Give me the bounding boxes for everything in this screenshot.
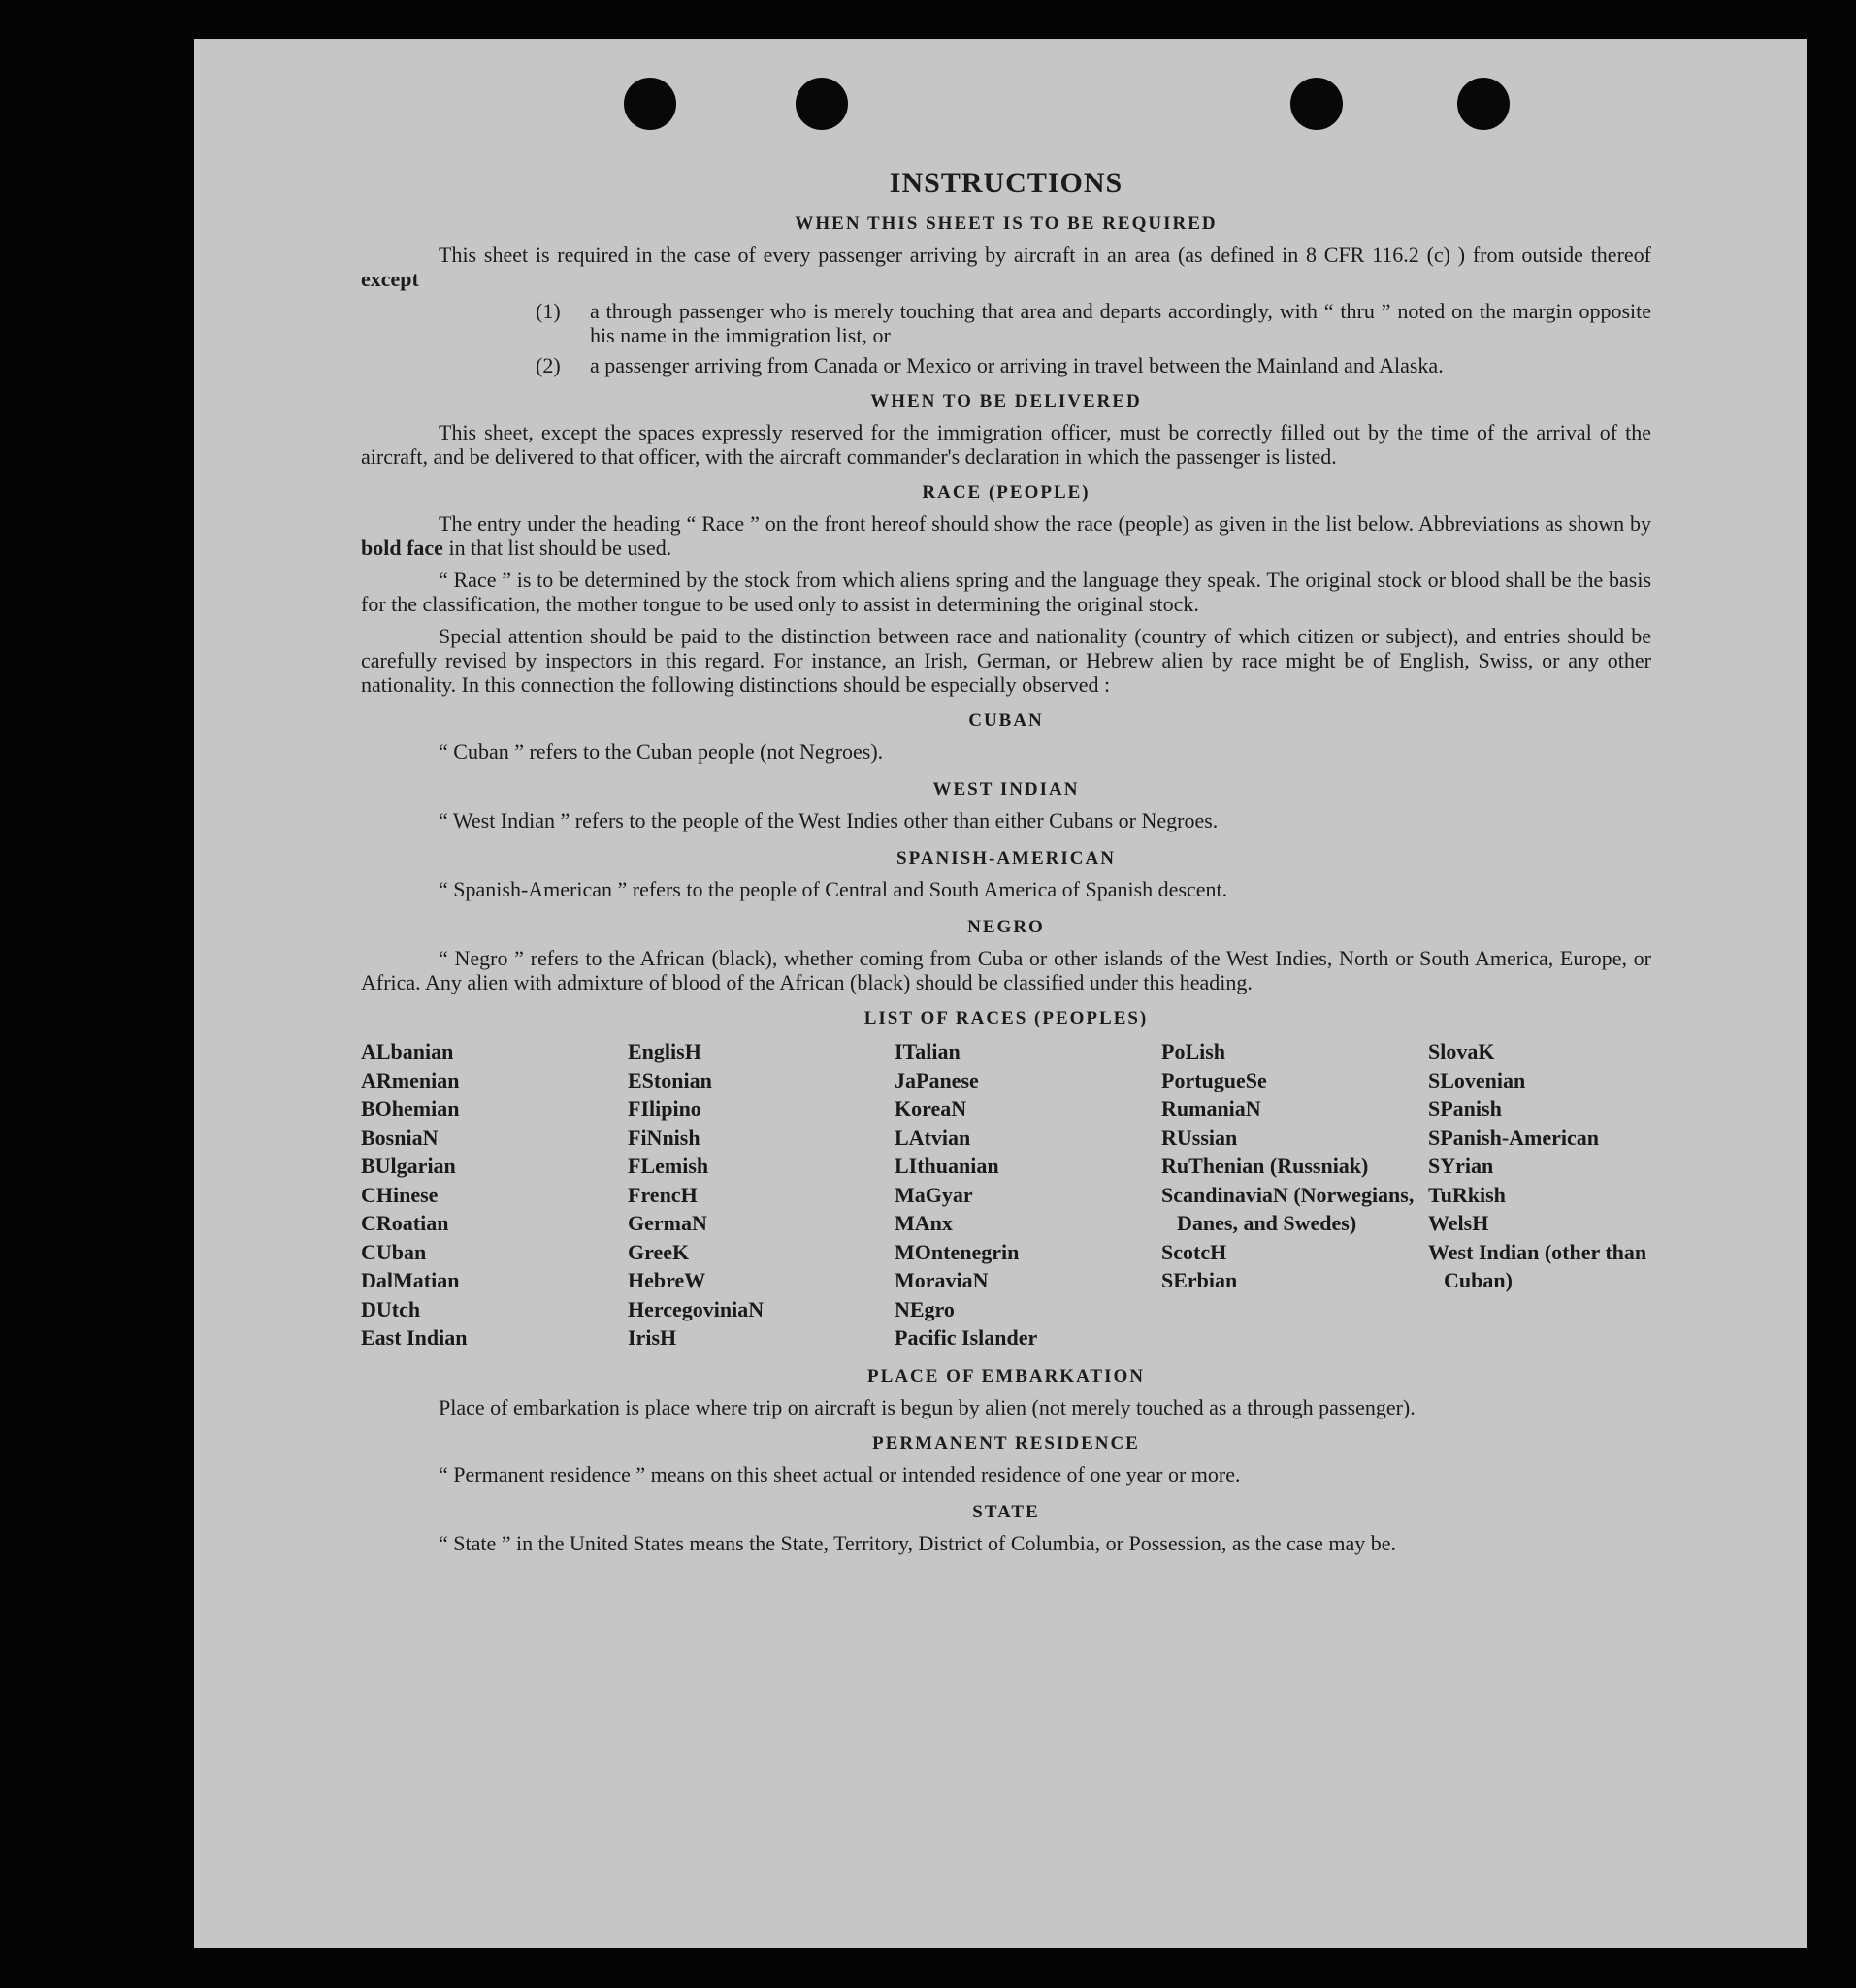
race-entry: ScotcH xyxy=(1161,1239,1227,1264)
race-entry: RUssian xyxy=(1161,1124,1238,1150)
race-entry: DalMatian xyxy=(361,1268,460,1292)
race-entry: BUlgarian xyxy=(361,1154,456,1178)
race-entry: ALbanian xyxy=(361,1039,454,1063)
race-entry: PoLish xyxy=(1161,1039,1226,1063)
race-entry: JaPanese xyxy=(895,1067,979,1092)
race-entry: SErbian xyxy=(1161,1268,1238,1292)
race-entry: KoreaN xyxy=(895,1096,967,1121)
race-entry: FiNnish xyxy=(628,1124,700,1150)
section-heading-embarkation: PLACE OF EMBARKATION xyxy=(867,1365,1145,1386)
race-column xyxy=(895,1037,1161,1352)
race-entry: ScandinaviaN (Norwegians, Danes, and Swedes) xyxy=(1161,1182,1415,1235)
race-entry: MOntenegrin xyxy=(895,1239,1020,1264)
race-entry: SlovaK xyxy=(1428,1039,1495,1063)
document-sheet xyxy=(194,39,1807,1948)
race-entry: RuThenian (Russniak) xyxy=(1161,1154,1369,1178)
section-heading-residence: PERMANENT RESIDENCE xyxy=(872,1432,1140,1453)
race-entry: GermaN xyxy=(628,1211,707,1235)
race-column xyxy=(361,1037,628,1352)
embarkation-text: Place of embarkation is place where trip on aircraft is begun by alien (not merely touched as a through passenger). xyxy=(439,1394,1416,1419)
race-column xyxy=(1428,1037,1651,1352)
race-entry: BosniaN xyxy=(361,1124,439,1150)
race-paragraph-1: The entry under the heading “ Race ” on the front hereof should show the race (people) as given in the list below. Abbreviations as shown by bold face in that list should be used. xyxy=(361,511,1651,560)
race-paragraph-2: “ Race ” is to be determined by the stock from which aliens spring and the language they speak. The original stock or blood shall be the basis for the classification, the mother tongue to be used only to assist in determining the original stock. xyxy=(361,568,1651,616)
section-heading-list-of-races: LIST OF RACES (PEOPLES) xyxy=(863,1008,1149,1028)
section-heading-delivered: WHEN TO BE DELIVERED xyxy=(870,391,1142,411)
required-intro: This sheet is required in the case of every passenger arriving by aircraft in an area (as defined in 8 CFR 116.2 (c) ) from outside thereof except xyxy=(361,243,1651,291)
race-entry: FrencH xyxy=(628,1182,698,1207)
race-entry: SPanish xyxy=(1428,1096,1502,1121)
race-entry: CRoatian xyxy=(361,1211,449,1235)
punch-hole xyxy=(1457,78,1510,130)
race-entry: SLovenian xyxy=(1428,1067,1526,1092)
race-entry: FIlipino xyxy=(628,1096,701,1121)
punch-hole xyxy=(624,78,676,130)
section-heading-state: STATE xyxy=(972,1501,1040,1522)
race-entry: LAtvian xyxy=(895,1124,971,1150)
race-entry: CUban xyxy=(361,1239,427,1264)
race-entry: DUtch xyxy=(361,1296,421,1321)
section-heading-race: RACE (PEOPLE) xyxy=(922,482,1091,503)
race-entry: HercegoviniaN xyxy=(628,1296,765,1321)
race-entry: IrisH xyxy=(628,1325,677,1350)
state-text: “ State ” in the United States means the State, Territory, District of Columbia, or Possession, as the case may be. xyxy=(439,1530,1397,1555)
race-entry: SPanish-American xyxy=(1428,1124,1599,1150)
race-list xyxy=(361,1037,1651,1352)
race-column xyxy=(628,1037,895,1352)
race-entry: West Indian (other than Cuban) xyxy=(1428,1239,1647,1292)
race-entry: Pacific Islander xyxy=(895,1325,1038,1350)
punch-hole xyxy=(796,78,848,130)
delivered-text: This sheet, except the spaces expressly reserved for the immigration officer, must be correctly filled out by the time of the arrival of the aircraft, and be delivered to that officer, with the aircraft commander's declaration in which the passenger is listed. xyxy=(361,420,1651,469)
race-paragraph-3: Special attention should be paid to the distinction between race and nationality (country of which citizen or subject), and entries should be carefully revised by inspectors in this regard. For instance, an Irish, German, or Hebrew alien by race might be of English, Swiss, or any other nationality. In this connection the following distinctions should be especially observed : xyxy=(361,624,1651,697)
race-entry: MAnx xyxy=(895,1211,953,1235)
section-heading-cuban: CUBAN xyxy=(968,710,1044,731)
punch-hole xyxy=(1290,78,1343,130)
race-entry: RumaniaN xyxy=(1161,1096,1261,1121)
race-entry: FLemish xyxy=(628,1154,709,1178)
cuban-text: “ Cuban ” refers to the Cuban people (not Negroes). xyxy=(439,739,884,764)
race-entry: MaGyar xyxy=(895,1182,973,1207)
race-entry: TuRkish xyxy=(1428,1182,1506,1207)
west-indian-text: “ West Indian ” refers to the people of the West Indies other than either Cubans or Negroes. xyxy=(439,808,1219,832)
race-column xyxy=(1161,1037,1428,1352)
race-entry: East Indian xyxy=(361,1325,468,1350)
list-item: (1) a through passenger who is merely touching that area and departs accordingly, with “ thru ” noted on the margin opposite his name in the immigration list, or xyxy=(536,299,1651,347)
spanish-american-text: “ Spanish-American ” refers to the people of Central and South America of Spanish descent. xyxy=(439,877,1228,901)
race-entry: ARmenian xyxy=(361,1067,460,1092)
race-entry: GreeK xyxy=(628,1239,690,1264)
list-item: (2) a passenger arriving from Canada or Mexico or arriving in travel between the Mainland and Alaska. xyxy=(536,353,1444,377)
section-heading-negro: NEGRO xyxy=(967,917,1045,937)
race-entry: SYrian xyxy=(1428,1154,1494,1178)
race-entry: MoraviaN xyxy=(895,1268,989,1292)
section-heading-spanish-american: SPANISH-AMERICAN xyxy=(896,848,1116,868)
race-entry: PortugueSe xyxy=(1161,1067,1267,1092)
page-title: INSTRUCTIONS xyxy=(889,167,1123,199)
race-entry: ITalian xyxy=(895,1039,961,1063)
exception-list xyxy=(361,299,1651,377)
document-body xyxy=(361,167,1651,1563)
race-entry: NEgro xyxy=(895,1296,955,1321)
negro-text: “ Negro ” refers to the African (black), whether coming from Cuba or other islands of the West Indies, North or South America, Europe, or Africa. Any alien with admixture of blood of the African (black) should be classified under this heading. xyxy=(361,946,1651,994)
race-entry: CHinese xyxy=(361,1182,439,1207)
race-entry: BOhemian xyxy=(361,1096,460,1121)
race-entry: HebreW xyxy=(628,1268,706,1292)
race-entry: EStonian xyxy=(628,1067,712,1092)
race-entry: WelsH xyxy=(1428,1211,1489,1235)
residence-text: “ Permanent residence ” means on this sheet actual or intended residence of one year or more. xyxy=(439,1461,1241,1486)
section-heading-west-indian: WEST INDIAN xyxy=(932,779,1080,799)
race-entry: LIthuanian xyxy=(895,1154,999,1178)
race-entry: EnglisH xyxy=(628,1039,701,1063)
section-heading-required: WHEN THIS SHEET IS TO BE REQUIRED xyxy=(795,213,1218,234)
